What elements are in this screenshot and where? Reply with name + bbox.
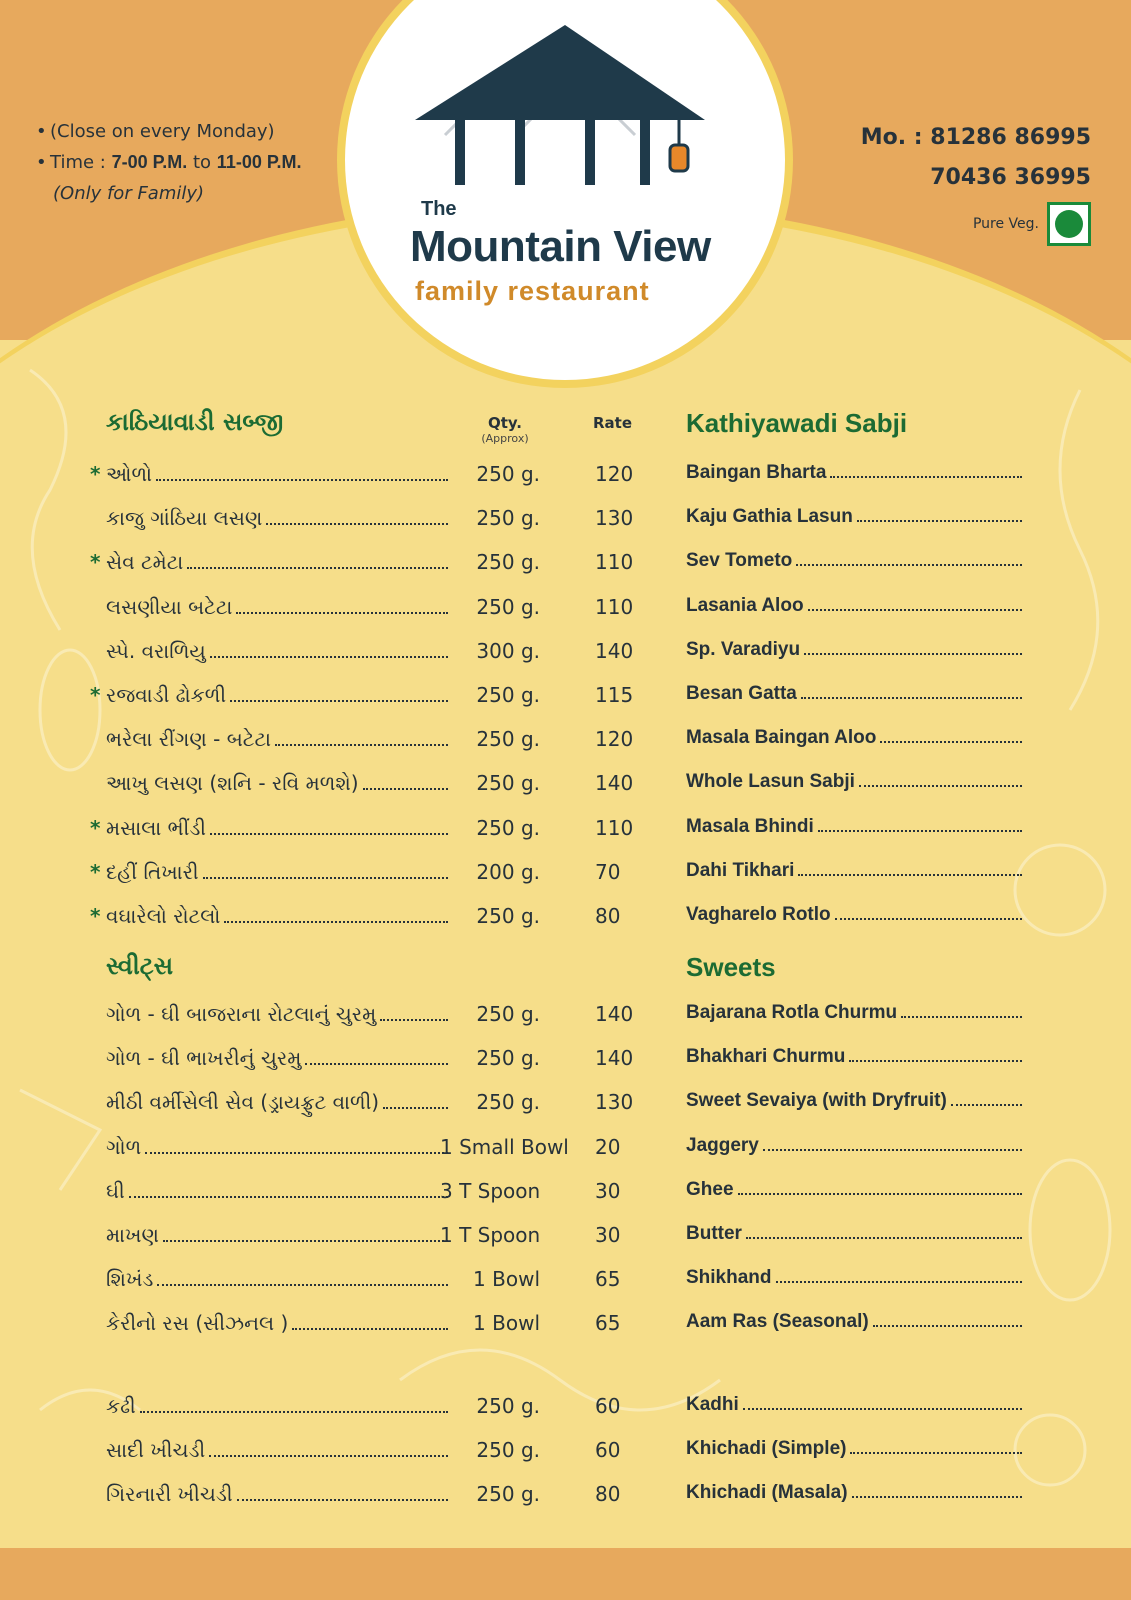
special-star-icon: * [90,815,101,840]
dot-leader [275,744,448,746]
item-name-english-text: Sev Tometo [686,550,793,572]
item-rate: 65 [595,1267,621,1292]
item-name-english [686,506,1024,528]
menu-item-row [0,1223,1131,1253]
item-name-english [686,1223,1024,1245]
item-name-gujarati [106,462,450,486]
item-name-english-text: Sp. Varadiyu [686,638,801,660]
item-quantity: 250 g. [476,1046,540,1071]
item-quantity: 1 Small Bowl [440,1134,569,1159]
dot-leader [383,1107,448,1109]
item-name-gujarati-text: કેરીનો રસ (સીઝનલ ) [106,1311,289,1336]
item-name-english [686,1135,1024,1157]
item-quantity: 250 g. [476,1002,540,1026]
section-heading-sweets-english: Sweets [686,952,776,982]
item-name-gujarati-text: દહીં તિખારી [106,859,199,884]
menu-item-row [0,860,1131,890]
menu-item-row [0,683,1131,713]
menu-item-row [0,727,1131,757]
item-name-gujarati-text: કઢી [106,1394,136,1418]
special-star-icon: * [90,904,101,928]
dot-leader [801,697,1022,699]
dot-leader [850,1452,1022,1454]
menu-item-row [0,816,1131,846]
item-name-english-text: Dahi Tikhari [686,859,795,881]
item-name-english-text: Butter [686,1223,742,1244]
item-quantity: 250 g. [476,815,540,840]
dot-leader [305,1063,448,1065]
dot-leader [835,918,1022,920]
item-name-english [686,1482,1024,1504]
dot-leader [380,1019,448,1021]
section-heading-sabji-gujarati: કાઠિયાવાડી સબ્જી [106,408,284,436]
item-quantity: 1 Bowl [473,1267,540,1292]
item-quantity: 1 Bowl [473,1311,540,1336]
item-rate: 80 [595,1482,621,1507]
dot-leader [951,1104,1022,1106]
special-star-icon: * [90,683,101,707]
pure-veg-label: Pure Veg. [972,216,1039,232]
menu-item-row [0,639,1131,669]
dot-leader [157,1284,448,1286]
time-label: Time : [50,152,112,173]
item-name-gujarati-text: શિખંડ [106,1267,154,1292]
dot-leader [236,612,448,614]
item-name-english-text: Masala Bhindi [686,815,814,837]
item-name-gujarati [106,771,450,795]
dot-leader [796,564,1022,566]
menu-item-row [0,1002,1131,1032]
phone-1: Mo. : 81286 86995 [860,125,1091,150]
item-rate: 140 [595,771,634,796]
item-rate: 30 [595,1178,621,1203]
item-rate: 30 [595,1223,621,1247]
dot-leader [901,1016,1022,1018]
item-name-gujarati-text: મીઠી વર્મીસેલી સેવ (ડ્રાયફ્રુટ વાળી) [106,1090,380,1115]
time-from: 7-00 P.M. [111,152,188,172]
item-quantity: 250 g. [476,506,540,531]
item-quantity: 250 g. [476,904,540,928]
dot-leader [808,609,1022,611]
special-star-icon: * [90,550,101,575]
item-name-english [686,904,1024,926]
item-name-gujarati-text: કાજુ ગાંઠિયા લસણ [106,506,263,531]
item-name-gujarati [106,860,450,884]
item-name-gujarati [106,1311,450,1335]
item-name-gujarati-text: ગિરનારી ખીચડી [106,1482,233,1507]
item-name-gujarati-text: ભરેલા રીંગણ - બટેટા [106,727,271,752]
dot-leader [804,653,1022,655]
item-name-gujarati [106,1046,450,1070]
logo-name: Mountain View [410,222,711,271]
time-to-word: to [187,152,217,173]
item-name-english [686,727,1024,749]
menu-item-row [0,771,1131,801]
menu-item-row [0,904,1131,934]
dot-leader [266,523,448,525]
item-name-english-text: Bhakhari Churmu [686,1046,846,1068]
item-name-english-text: Vagharelo Rotlo [686,904,831,925]
item-name-gujarati-text: ગોળ - ઘી ભાખરીનું ચુરમુ [106,1046,302,1071]
item-quantity: 250 g. [476,771,540,796]
item-rate: 130 [595,506,634,531]
menu-item-row [0,1394,1131,1424]
item-name-english-text: Aam Ras (Seasonal) [686,1311,869,1333]
rate-column-header: Rate [592,414,633,432]
menu-item-row [0,595,1131,625]
hut-icon [415,25,715,185]
item-rate: 60 [595,1438,621,1463]
veg-symbol-icon [1047,202,1091,246]
item-name-english [686,550,1024,572]
menu-item-row [0,1090,1131,1120]
dot-leader [187,567,448,569]
dot-leader [849,1060,1022,1062]
dot-leader [363,788,448,790]
closed-note: (Close on every Monday) [50,121,275,142]
item-name-gujarati-text: મસાલા ભીંડી [106,815,207,840]
item-rate: 115 [595,683,634,707]
dot-leader [830,476,1022,478]
item-quantity: 250 g. [476,1438,540,1463]
pure-veg-badge [973,202,1091,246]
opening-info: • (Close on every Monday) • Time : 7-00 P.M. to 11-00 P.M. (Only for Family) [36,116,302,209]
item-name-english-text: Jaggery [686,1134,759,1156]
item-quantity: 300 g. [476,638,540,663]
phone-2: 70436 36995 [930,165,1091,190]
item-name-english-text: Khichadi (Masala) [686,1482,848,1504]
item-name-gujarati [106,683,450,707]
item-name-english-text: Shikhand [686,1267,772,1289]
item-quantity: 250 g. [476,1090,540,1115]
special-star-icon: * [90,859,101,884]
item-name-gujarati [106,727,450,751]
dot-leader [873,1325,1022,1327]
item-name-gujarati [106,816,450,840]
item-name-gujarati [106,595,450,619]
item-name-english [686,683,1024,705]
item-name-english [686,639,1024,661]
item-name-english [686,1090,1024,1112]
item-rate: 140 [595,1002,634,1026]
menu-item-row [0,1135,1131,1165]
item-rate: 110 [595,815,634,840]
item-name-gujarati [106,1179,450,1203]
item-rate: 140 [595,1046,634,1071]
dot-leader [237,1499,448,1501]
logo-subtitle: family restaurant [415,276,650,306]
item-name-english-text: Ghee [686,1178,734,1200]
item-name-gujarati-text: આખુ લસણ (શનિ - રવિ મળશે) [106,771,359,796]
item-name-english-text: Bajarana Rotla Churmu [686,1002,898,1023]
dot-leader [818,830,1022,832]
item-quantity: 250 g. [476,594,540,619]
item-rate: 65 [595,1311,621,1336]
item-rate: 130 [595,1090,634,1115]
menu-item-row [0,1438,1131,1468]
item-name-gujarati [106,550,450,574]
item-name-english [686,1394,1024,1416]
dot-leader [743,1408,1022,1410]
item-name-english-text: Sweet Sevaiya (with Dryfruit) [686,1090,947,1112]
dot-leader [230,700,448,702]
item-name-english-text: Masala Baingan Aloo [686,727,877,749]
dot-leader [224,921,448,923]
dot-leader [163,1240,448,1242]
item-name-english [686,1438,1024,1460]
dot-leader [203,877,448,879]
item-quantity: 250 g. [476,683,540,707]
item-quantity: 250 g. [476,1482,540,1507]
menu-item-row [0,1179,1131,1209]
item-rate: 110 [595,594,634,619]
section-heading-sabji-english: Kathiyawadi Sabji [686,408,908,438]
item-name-english [686,860,1024,882]
special-star-icon: * [90,462,101,486]
dot-leader [880,741,1022,743]
menu-item-row [0,1311,1131,1341]
item-name-gujarati [106,506,450,530]
item-name-english [686,816,1024,838]
bottom-band [0,1548,1131,1600]
item-name-english [686,462,1024,484]
item-name-gujarati [106,1267,450,1291]
item-name-english-text: Kadhi [686,1394,739,1415]
item-name-gujarati [106,1394,450,1418]
logo-the: The [421,198,457,220]
qty-note: (Approx) [481,432,529,445]
item-name-gujarati [106,639,450,663]
item-quantity: 250 g. [476,462,540,486]
dot-leader [210,656,448,658]
item-name-english-text: Besan Gatta [686,683,797,704]
item-name-english-text: Lasania Aloo [686,594,804,616]
dot-leader [798,874,1022,876]
item-name-english [686,1002,1024,1024]
dot-leader [210,833,448,835]
item-name-gujarati [106,1438,450,1462]
item-name-gujarati [106,1482,450,1506]
item-name-english-text: Whole Lasun Sabji [686,771,855,793]
menu-item-row [0,1482,1131,1512]
item-name-gujarati-text: માખણ [106,1223,159,1247]
item-quantity: 200 g. [476,859,540,884]
dot-leader [763,1149,1022,1151]
dot-leader [156,479,448,481]
item-quantity: 250 g. [476,727,540,752]
item-name-english [686,771,1024,793]
item-name-gujarati-text: લસણીયા બટેટા [106,594,233,619]
dot-leader [738,1193,1022,1195]
contact-numbers [861,118,1091,198]
qty-label: Qty. [487,414,523,432]
item-quantity: 3 T Spoon [440,1178,541,1203]
item-name-english [686,595,1024,617]
dot-leader [140,1411,448,1413]
item-rate: 70 [595,859,621,884]
item-name-gujarati-text: ઘી [106,1178,125,1203]
menu-item-row [0,550,1131,580]
item-name-gujarati [106,1135,450,1159]
item-name-gujarati-text: સેવ ટમેટા [106,550,184,575]
item-name-gujarati-text: ઓળો [106,462,153,486]
dot-leader [857,520,1022,522]
dot-leader [209,1455,448,1457]
item-quantity: 250 g. [476,1394,540,1418]
item-rate: 120 [595,462,634,486]
item-quantity: 1 T Spoon [440,1223,541,1247]
dot-leader [292,1328,448,1330]
item-name-gujarati-text: ગોળ [106,1134,142,1159]
item-name-gujarati-text: ગોળ - ઘી બાજરાના રોટલાનું ચુરમુ [106,1002,377,1026]
dot-leader [129,1196,448,1198]
item-name-gujarati [106,1002,450,1026]
menu-item-row [0,1267,1131,1297]
item-name-english-text: Baingan Bharta [686,462,827,483]
item-name-gujarati [106,1223,450,1247]
item-rate: 110 [595,550,634,575]
menu-item-row [0,506,1131,536]
item-name-english-text: Kaju Gathia Lasun [686,506,853,528]
item-name-gujarati-text: સાદી ખીચડી [106,1438,206,1463]
item-name-english [686,1311,1024,1333]
item-quantity: 250 g. [476,550,540,575]
item-name-english [686,1046,1024,1068]
dot-leader [776,1281,1022,1283]
qty-column-header [470,414,540,445]
item-rate: 60 [595,1394,621,1418]
item-name-gujarati-text: રજવાડી ઢોકળી [106,683,227,707]
item-rate: 120 [595,727,634,752]
item-name-gujarati [106,1090,450,1114]
item-name-english [686,1179,1024,1201]
dot-leader [852,1496,1022,1498]
dot-leader [746,1237,1022,1239]
family-note: (Only for Family) [53,183,205,204]
item-rate: 80 [595,904,621,928]
dot-leader [859,785,1022,787]
item-name-english-text: Khichadi (Simple) [686,1438,847,1460]
dot-leader [145,1152,448,1154]
item-name-gujarati-text: વઘારેલો રોટલો [106,904,221,928]
item-name-gujarati-text: સ્પે. વરાળિયુ [106,638,206,663]
section-heading-sweets-gujarati: સ્વીટ્સ [106,952,174,980]
time-to: 11-00 P.M. [216,152,302,172]
menu-item-row [0,462,1131,492]
item-rate: 140 [595,638,634,663]
item-name-english [686,1267,1024,1289]
item-name-gujarati [106,904,450,928]
item-rate: 20 [595,1134,621,1159]
menu-item-row [0,1046,1131,1076]
